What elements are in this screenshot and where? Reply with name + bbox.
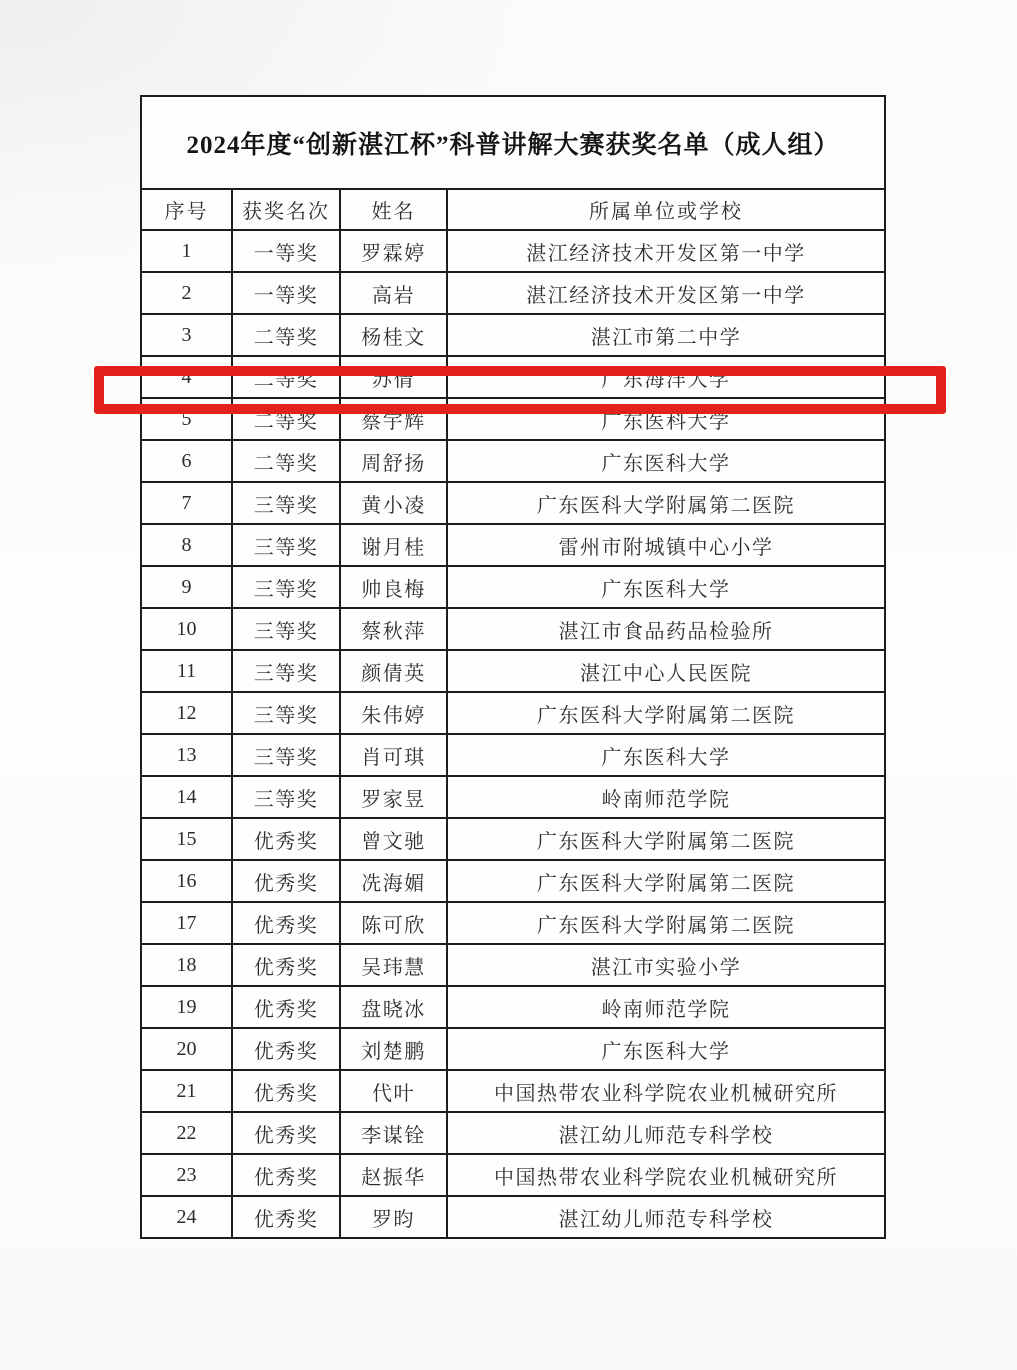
col-header-name: 姓名 bbox=[340, 189, 447, 230]
table-row bbox=[141, 608, 885, 650]
cell-organization: 湛江幼儿师范专科学校 bbox=[447, 1112, 885, 1154]
table-row bbox=[141, 1028, 885, 1070]
table-header-row bbox=[141, 189, 885, 230]
cell-row-number: 13 bbox=[141, 734, 232, 776]
cell-organization: 湛江经济技术开发区第一中学 bbox=[447, 272, 885, 314]
cell-organization: 广东医科大学 bbox=[447, 566, 885, 608]
cell-award-rank: 三等奖 bbox=[232, 608, 340, 650]
cell-winner-name: 冼海媚 bbox=[340, 860, 447, 902]
col-header-no: 序号 bbox=[141, 189, 232, 230]
cell-award-rank: 一等奖 bbox=[232, 272, 340, 314]
table-row bbox=[141, 440, 885, 482]
cell-row-number: 7 bbox=[141, 482, 232, 524]
cell-award-rank: 优秀奖 bbox=[232, 1196, 340, 1238]
cell-organization: 广东医科大学 bbox=[447, 734, 885, 776]
cell-row-number: 4 bbox=[141, 356, 232, 398]
cell-award-rank: 优秀奖 bbox=[232, 1028, 340, 1070]
cell-row-number: 16 bbox=[141, 860, 232, 902]
cell-organization: 广东医科大学附属第二医院 bbox=[447, 482, 885, 524]
cell-award-rank: 三等奖 bbox=[232, 734, 340, 776]
cell-row-number: 22 bbox=[141, 1112, 232, 1154]
title-row bbox=[141, 96, 885, 189]
cell-winner-name: 曾文驰 bbox=[340, 818, 447, 860]
cell-row-number: 21 bbox=[141, 1070, 232, 1112]
cell-winner-name: 陈可欣 bbox=[340, 902, 447, 944]
cell-row-number: 1 bbox=[141, 230, 232, 272]
cell-award-rank: 优秀奖 bbox=[232, 944, 340, 986]
cell-row-number: 5 bbox=[141, 398, 232, 440]
table-row bbox=[141, 776, 885, 818]
cell-winner-name: 苏倩 bbox=[340, 356, 447, 398]
table-row bbox=[141, 734, 885, 776]
cell-organization: 广东医科大学附属第二医院 bbox=[447, 692, 885, 734]
table-row bbox=[141, 230, 885, 272]
table-row bbox=[141, 1070, 885, 1112]
cell-winner-name: 颜倩英 bbox=[340, 650, 447, 692]
cell-award-rank: 三等奖 bbox=[232, 776, 340, 818]
cell-organization: 广东海洋大学 bbox=[447, 356, 885, 398]
cell-winner-name: 代叶 bbox=[340, 1070, 447, 1112]
cell-row-number: 23 bbox=[141, 1154, 232, 1196]
cell-winner-name: 盘晓冰 bbox=[340, 986, 447, 1028]
cell-organization: 广东医科大学 bbox=[447, 398, 885, 440]
cell-winner-name: 吴玮慧 bbox=[340, 944, 447, 986]
cell-award-rank: 一等奖 bbox=[232, 230, 340, 272]
cell-winner-name: 高岩 bbox=[340, 272, 447, 314]
col-header-org: 所属单位或学校 bbox=[447, 189, 885, 230]
cell-organization: 雷州市附城镇中心小学 bbox=[447, 524, 885, 566]
cell-organization: 湛江市实验小学 bbox=[447, 944, 885, 986]
cell-organization: 湛江中心人民医院 bbox=[447, 650, 885, 692]
cell-award-rank: 三等奖 bbox=[232, 482, 340, 524]
cell-award-rank: 优秀奖 bbox=[232, 1154, 340, 1196]
cell-award-rank: 优秀奖 bbox=[232, 986, 340, 1028]
table-row bbox=[141, 986, 885, 1028]
table-row bbox=[141, 272, 885, 314]
cell-award-rank: 优秀奖 bbox=[232, 818, 340, 860]
cell-award-rank: 三等奖 bbox=[232, 524, 340, 566]
cell-organization: 中国热带农业科学院农业机械研究所 bbox=[447, 1154, 885, 1196]
cell-organization: 中国热带农业科学院农业机械研究所 bbox=[447, 1070, 885, 1112]
cell-award-rank: 优秀奖 bbox=[232, 902, 340, 944]
cell-row-number: 17 bbox=[141, 902, 232, 944]
cell-organization: 岭南师范学院 bbox=[447, 776, 885, 818]
award-table-body bbox=[141, 96, 885, 1238]
cell-row-number: 12 bbox=[141, 692, 232, 734]
table-row bbox=[141, 482, 885, 524]
table-row bbox=[141, 818, 885, 860]
cell-winner-name: 谢月桂 bbox=[340, 524, 447, 566]
cell-row-number: 3 bbox=[141, 314, 232, 356]
cell-winner-name: 杨桂文 bbox=[340, 314, 447, 356]
cell-winner-name: 罗霖婷 bbox=[340, 230, 447, 272]
table-row bbox=[141, 398, 885, 440]
cell-row-number: 19 bbox=[141, 986, 232, 1028]
cell-winner-name: 罗家昱 bbox=[340, 776, 447, 818]
table-row bbox=[141, 1112, 885, 1154]
cell-organization: 湛江经济技术开发区第一中学 bbox=[447, 230, 885, 272]
table-row bbox=[141, 860, 885, 902]
table-row bbox=[141, 902, 885, 944]
cell-organization: 湛江幼儿师范专科学校 bbox=[447, 1196, 885, 1238]
cell-organization: 岭南师范学院 bbox=[447, 986, 885, 1028]
table-row bbox=[141, 524, 885, 566]
cell-winner-name: 罗昀 bbox=[340, 1196, 447, 1238]
cell-row-number: 24 bbox=[141, 1196, 232, 1238]
cell-row-number: 11 bbox=[141, 650, 232, 692]
table-row bbox=[141, 650, 885, 692]
cell-row-number: 2 bbox=[141, 272, 232, 314]
table-row bbox=[141, 692, 885, 734]
table-row bbox=[141, 314, 885, 356]
cell-organization: 广东医科大学 bbox=[447, 440, 885, 482]
cell-row-number: 6 bbox=[141, 440, 232, 482]
cell-award-rank: 二等奖 bbox=[232, 398, 340, 440]
cell-row-number: 14 bbox=[141, 776, 232, 818]
cell-organization: 湛江市食品药品检验所 bbox=[447, 608, 885, 650]
cell-award-rank: 三等奖 bbox=[232, 566, 340, 608]
cell-row-number: 18 bbox=[141, 944, 232, 986]
cell-award-rank: 二等奖 bbox=[232, 440, 340, 482]
cell-row-number: 9 bbox=[141, 566, 232, 608]
cell-row-number: 10 bbox=[141, 608, 232, 650]
cell-organization: 广东医科大学附属第二医院 bbox=[447, 860, 885, 902]
cell-organization: 广东医科大学 bbox=[447, 1028, 885, 1070]
table-row bbox=[141, 566, 885, 608]
cell-organization: 广东医科大学附属第二医院 bbox=[447, 818, 885, 860]
cell-row-number: 20 bbox=[141, 1028, 232, 1070]
cell-award-rank: 二等奖 bbox=[232, 314, 340, 356]
cell-award-rank: 二等奖 bbox=[232, 356, 340, 398]
cell-award-rank: 优秀奖 bbox=[232, 1112, 340, 1154]
cell-winner-name: 肖可琪 bbox=[340, 734, 447, 776]
cell-winner-name: 朱伟婷 bbox=[340, 692, 447, 734]
col-header-award: 获奖名次 bbox=[232, 189, 340, 230]
page-title: 2024年度“创新湛江杯”科普讲解大赛获奖名单（成人组） bbox=[141, 96, 885, 189]
cell-award-rank: 三等奖 bbox=[232, 692, 340, 734]
cell-row-number: 8 bbox=[141, 524, 232, 566]
cell-winner-name: 赵振华 bbox=[340, 1154, 447, 1196]
cell-organization: 湛江市第二中学 bbox=[447, 314, 885, 356]
table-row bbox=[141, 1154, 885, 1196]
table-row-highlighted bbox=[141, 356, 885, 398]
cell-winner-name: 黄小凌 bbox=[340, 482, 447, 524]
cell-winner-name: 蔡秋萍 bbox=[340, 608, 447, 650]
cell-winner-name: 帅良梅 bbox=[340, 566, 447, 608]
cell-organization: 广东医科大学附属第二医院 bbox=[447, 902, 885, 944]
cell-award-rank: 优秀奖 bbox=[232, 1070, 340, 1112]
table-row bbox=[141, 944, 885, 986]
cell-row-number: 15 bbox=[141, 818, 232, 860]
award-table bbox=[140, 95, 886, 1239]
cell-winner-name: 李谋铨 bbox=[340, 1112, 447, 1154]
table-row bbox=[141, 1196, 885, 1238]
cell-winner-name: 周舒扬 bbox=[340, 440, 447, 482]
cell-award-rank: 优秀奖 bbox=[232, 860, 340, 902]
cell-winner-name: 刘楚鹏 bbox=[340, 1028, 447, 1070]
cell-award-rank: 三等奖 bbox=[232, 650, 340, 692]
cell-winner-name: 蔡宇辉 bbox=[340, 398, 447, 440]
